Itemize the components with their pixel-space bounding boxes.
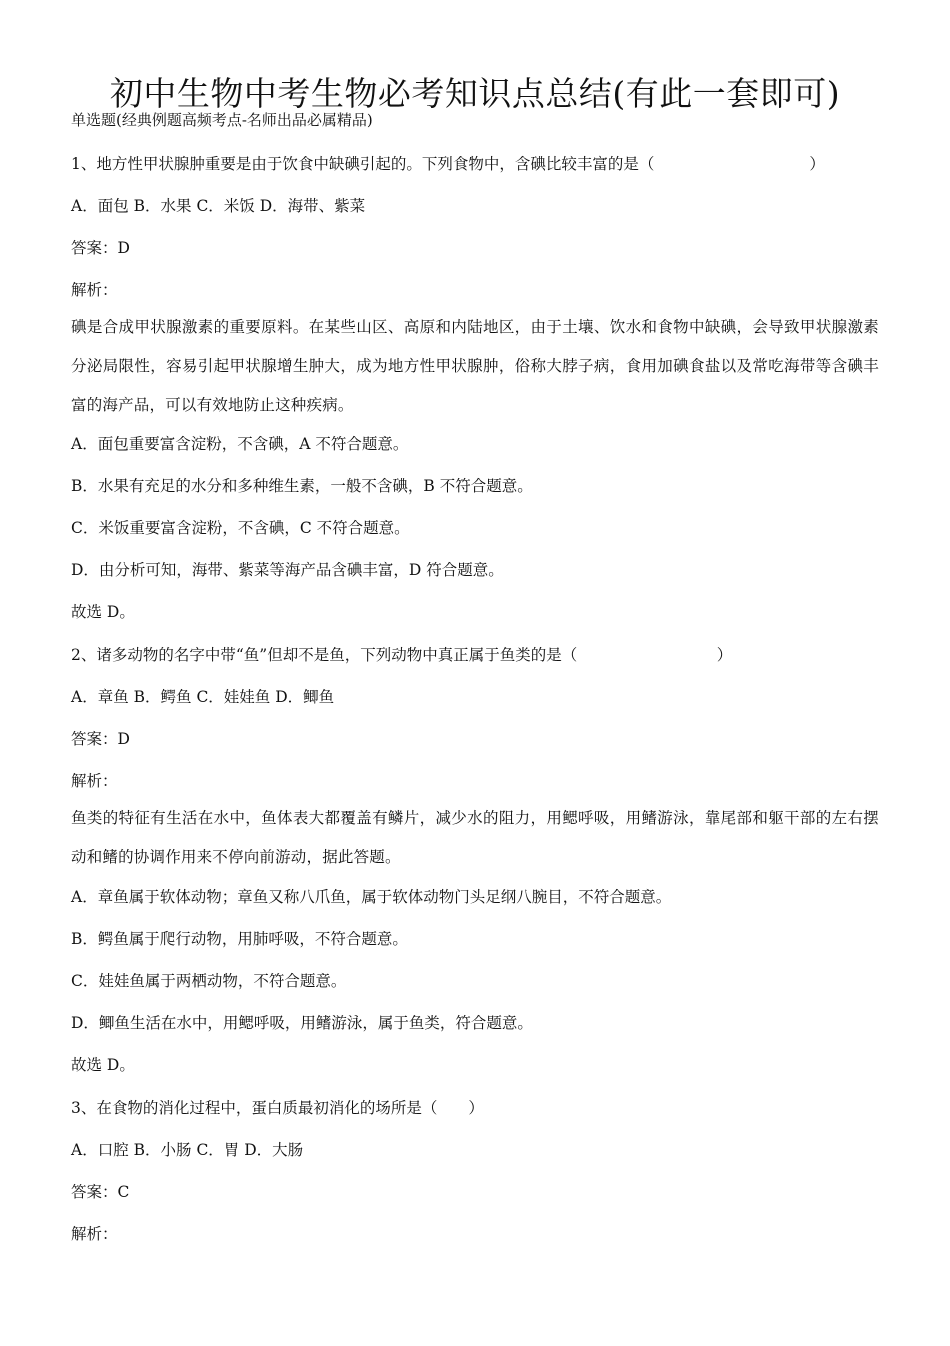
question-3-stem: 3、在食物的消化过程中，蛋白质最初消化的场所是（ ） bbox=[71, 1099, 484, 1117]
question-2-note-a: A．章鱼属于软体动物；章鱼又称八爪鱼，属于软体动物门头足纲八腕目，不符合题意。 bbox=[71, 888, 672, 906]
question-1-note-d: D．由分析可知，海带、紫菜等海产品含碘丰富，D 符合题意。 bbox=[71, 561, 504, 579]
question-2-analysis-label: 解析： bbox=[71, 772, 118, 790]
question-2-note-b: B．鳄鱼属于爬行动物，用肺呼吸，不符合题意。 bbox=[71, 930, 408, 948]
document-subtitle: 单选题(经典例题高频考点-名师出品必属精品) bbox=[71, 111, 373, 129]
question-2-stem: 2、诸多动物的名字中带“鱼”但却不是鱼，下列动物中真正属于鱼类的是（ ） bbox=[71, 646, 733, 664]
document-title: 初中生物中考生物必考知识点总结(有此一套即可) bbox=[109, 74, 841, 113]
question-2-note-c: C．娃娃鱼属于两栖动物，不符合题意。 bbox=[71, 972, 347, 990]
question-2-answer: 答案：D bbox=[71, 730, 130, 748]
question-3-options: A．口腔 B．小肠 C．胃 D．大肠 bbox=[71, 1141, 304, 1159]
question-1-note-b: B．水果有充足的水分和多种维生素，一般不含碘，B 不符合题意。 bbox=[71, 477, 533, 495]
question-1-analysis-label: 解析： bbox=[71, 281, 118, 299]
question-1-conclusion: 故选 D。 bbox=[71, 603, 135, 621]
question-2-analysis-text: 鱼类的特征有生活在水中，鱼体表大都覆盖有鳞片，减少水的阻力，用鳃呼吸，用鳍游泳，靠尾部和躯干部的左右摆动和鳍的协调作用来不停向前游动，据此答题。 bbox=[71, 809, 879, 867]
question-1-note-a: A．面包重要富含淀粉，不含碘，A 不符合题意。 bbox=[71, 435, 409, 453]
question-3-answer: 答案：C bbox=[71, 1183, 130, 1201]
question-2-options: A．章鱼 B．鳄鱼 C．娃娃鱼 D．鲫鱼 bbox=[71, 688, 335, 706]
question-3-analysis-label: 解析： bbox=[71, 1225, 118, 1243]
question-1-analysis-text: 碘是合成甲状腺激素的重要原料。在某些山区、高原和内陆地区，由于土壤、饮水和食物中缺碘，会导致甲状腺激素分泌局限性，容易引起甲状腺增生肿大，成为地方性甲状腺肿，俗称大脖子病，食用加碘食盐以及常吃海带等含碘丰富的海产品，可以有效地防止这种疾病。 bbox=[71, 318, 879, 415]
question-1-options: A．面包 B．水果 C．米饭 D．海带、紫菜 bbox=[71, 197, 366, 215]
question-2-note-d: D．鲫鱼生活在水中，用鳃呼吸，用鳍游泳，属于鱼类，符合题意。 bbox=[71, 1014, 533, 1032]
question-1-stem: 1、地方性甲状腺肿重要是由于饮食中缺碘引起的。下列食物中，含碘比较丰富的是（ ） bbox=[71, 155, 825, 173]
question-1-answer: 答案：D bbox=[71, 239, 130, 257]
question-2-conclusion: 故选 D。 bbox=[71, 1056, 135, 1074]
question-1-note-c: C．米饭重要富含淀粉，不含碘，C 不符合题意。 bbox=[71, 519, 410, 537]
